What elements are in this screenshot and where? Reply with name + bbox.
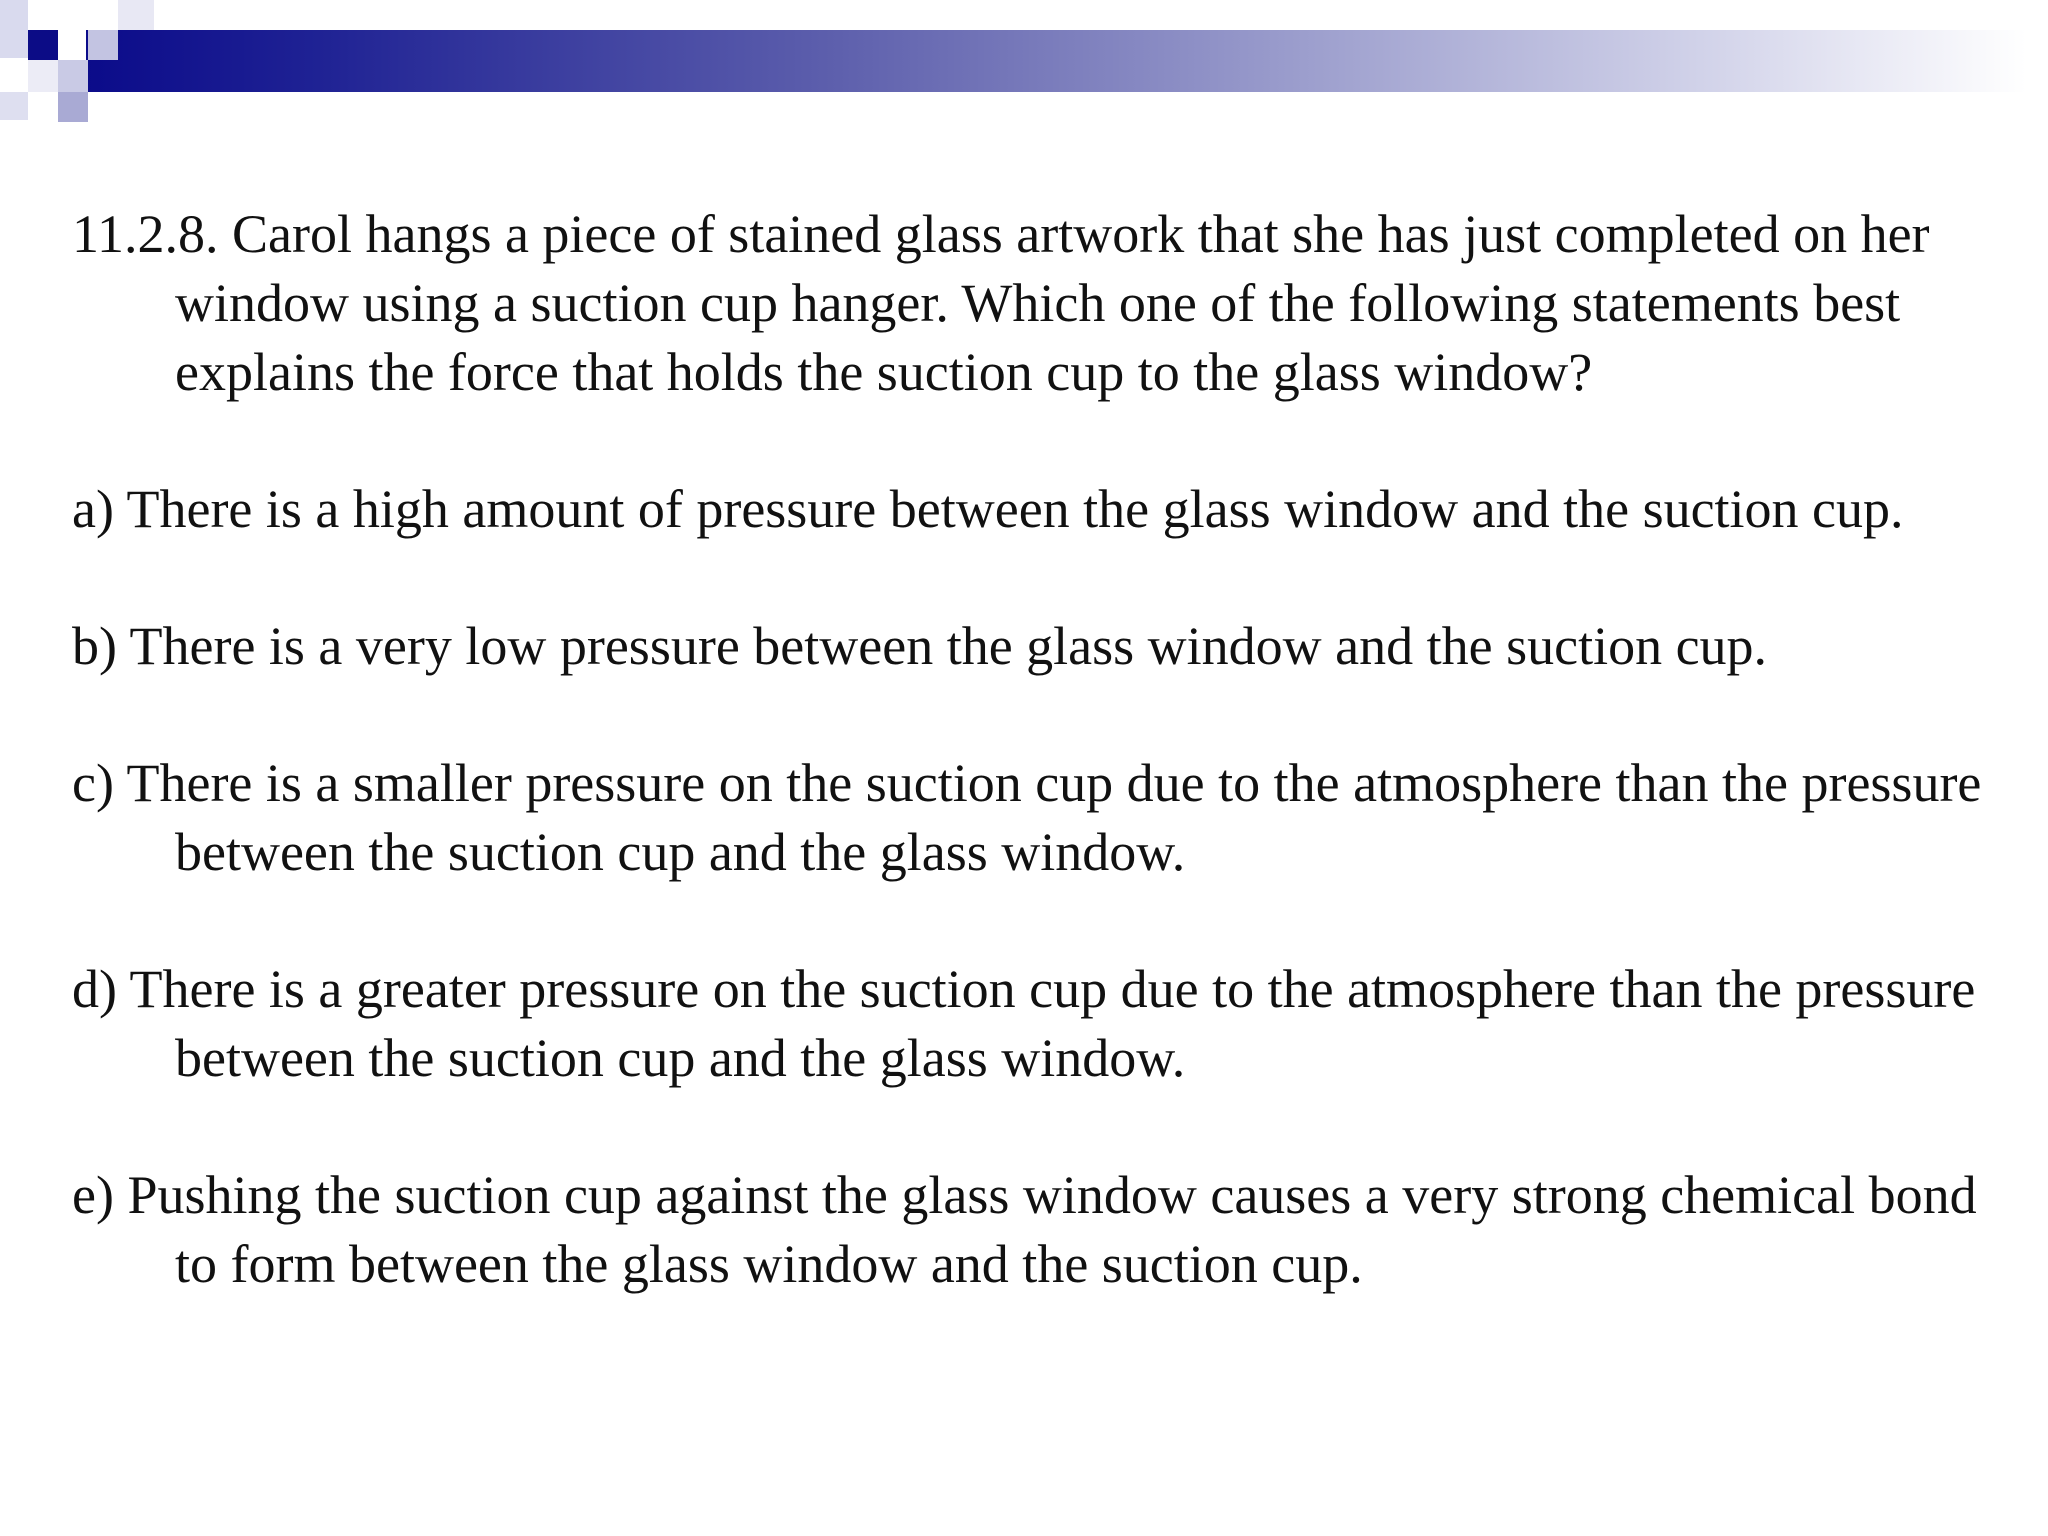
header-decor-square [88,30,118,60]
header-gradient-bar [86,30,2026,92]
option-text: Pushing the suction cup against the glass window causes a very strong chemical bond to form between the glass window and the suction cup. [127,1165,1977,1294]
header-decor-square [58,60,88,92]
question-text: Carol hangs a piece of stained glass artwork that she has just completed on her window using a suction cup hanger. Which one of the following statements best explains the force that holds the suction cup to the glass window? [175,204,1930,402]
header-decor-square [28,60,58,92]
option-letter: c) [72,753,114,813]
header-decor-square [58,92,88,122]
option-letter: a) [72,479,114,539]
option-letter: d) [72,959,117,1019]
option-text: There is a high amount of pressure between the glass window and the suction cup. [126,479,1904,539]
header-decor-square [0,92,28,120]
option-c [72,749,2022,887]
option-b [72,612,2022,681]
header-decor-square [0,0,28,58]
option-e [72,1161,2022,1299]
option-a [72,475,2022,544]
option-text: There is a smaller pressure on the suction cup due to the atmosphere than the pressure between the suction cup and the glass window. [126,753,1982,882]
header-decor-square [28,30,58,60]
option-d [72,955,2022,1093]
header-decor-square [118,0,154,30]
option-letter: e) [72,1165,114,1225]
slide-body [72,200,2022,1367]
question-paragraph [72,200,2022,407]
question-number: 11.2.8. [72,204,219,264]
option-letter: b) [72,616,117,676]
option-text: There is a very low pressure between the glass window and the suction cup. [129,616,1768,676]
option-text: There is a greater pressure on the suction cup due to the atmosphere than the pressure between the suction cup and the glass window. [129,959,1976,1088]
